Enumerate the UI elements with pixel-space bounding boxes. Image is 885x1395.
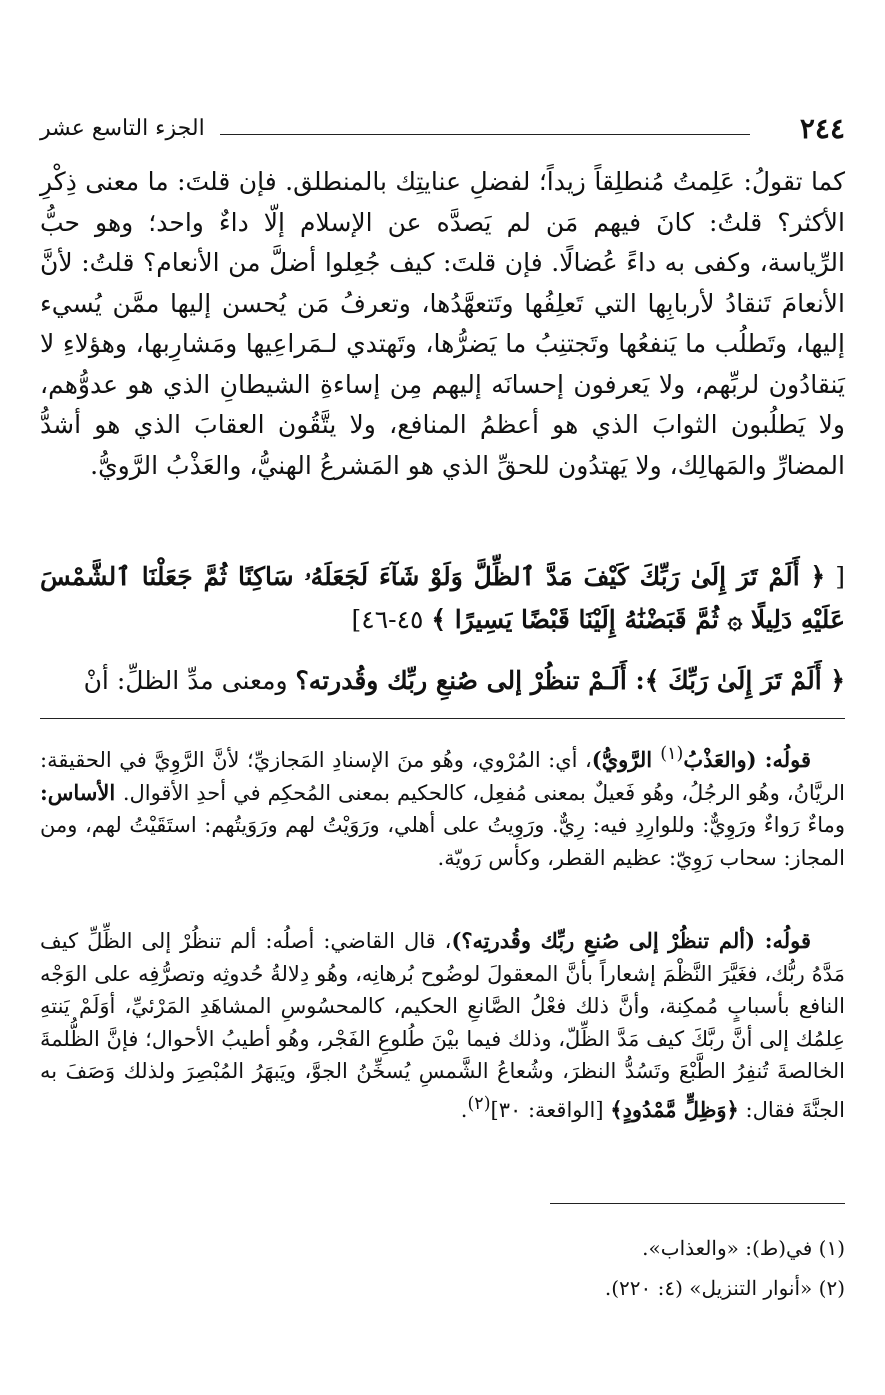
gloss-1-term: الرَّويُّ) [591, 747, 661, 772]
main-text [40, 162, 845, 486]
verse-reference: ٤٥-٤٦] [351, 605, 424, 634]
footnote-separator [550, 1203, 845, 1204]
gloss-2-quran: ﴿وَظِلٍّ مَّمْدُودٍ﴾ [610, 1096, 739, 1122]
commentary-rest: ومعنى مدِّ الظلِّ: أنْ [83, 666, 296, 695]
gloss-2-lead: قولُه: (ألم تنظُرْ إلى صُنعِ ربِّك وقُدرتِه؟) [451, 928, 811, 953]
gloss-2-ref: [الواقعة: ٣٠] [490, 1097, 611, 1122]
gloss-1-body: ، أي: المُرْوي، وهُو منَ الإسنادِ المَجازيِّ؛ لأنَّ الرَّوِيَّ في الحقيقة: الريَّانُ، وهُو الرجُلُ، وهُو فَعيلٌ بمعنى مُفعِل، كالحكيم بمعنى المُحكِم في أحدِ الأقوال. [40, 748, 845, 805]
gloss-1-footnote-ref: (١) [660, 744, 684, 764]
quran-verse-block [40, 555, 845, 641]
footnotes [40, 1228, 845, 1308]
gloss-paragraph-2 [40, 925, 845, 1126]
gloss-2-end: . [460, 1097, 468, 1122]
running-title: الجزء التاسع عشر [40, 116, 205, 141]
header-rule [220, 134, 750, 135]
gloss-paragraph-1 [40, 738, 845, 874]
page-header [40, 108, 845, 148]
gloss-1-body-2: وماءٌ رَواءٌ ورَوِيٌّ: وللوارِدِ فيه: رِيٌّ. ورَوِيتُ على أهلي، ورَوَيْتُ لهم ورَوَيتُهم: استَقَيْتُ لهم، ومن المجاز: سحاب رَوِيّ: عظيم القطر، وكأس رَويّة. [40, 813, 845, 870]
gloss-2-footnote-ref: (٢) [467, 1093, 491, 1114]
footnote-2: (٢) «أنوار التنزيل» (٤: ٢٢٠). [604, 1276, 845, 1300]
gloss-2-body: ، قال القاضي: أصلُه: ألم تنظُرْ إلى الظِّلِّ كيف مَدَّهُ ربُّك، فغَيَّرَ النَّظْمَ إشعاراً بأنَّ المعقولَ لوضُوح بُرهانِه، وهُو دِلالةُ حُدوثِه وتصرُّفِه على الوَجْه النافع بأسبابٍ مُمكِنة، وأنَّ ذلك فعْلُ الصَّانعِ الحكيم، كالمحسُوسِ المشاهَدِ المَرْئيِّ، أوَلَمْ يَنتهِ عِلمُك إلى أنَّ ربَّكَ كيف مَدَّ الظِّلّ، وذلك فيما بيْنَ طُلوعِ الفَجْر، وهُو أطيبُ الأحوال؛ فإنَّ الظُّلمةَ الخالصةَ تُنفِرُ الطَّبْعَ وتَسُدُّ النظرَ، وشُعاعُ الشَّمسِ يُسخِّنُ الجوَّ، ويَبهَرُ المُبْصِرَ ولذلك وَصَفَ به الجنَّةَ فقال: [40, 929, 845, 1122]
commentary-quote: ﴿ أَلَمْ تَرَ إِلَىٰ رَبِّكَ ﴾: أَلَـمْ تنظُرْ إلى صُنعِ ربِّك وقُدرته؟ [295, 666, 845, 695]
gloss-1-lead: قولُه: (والعَذْبُ [683, 747, 811, 772]
notes-separator [40, 718, 845, 719]
commentary-line [40, 660, 845, 702]
page-number: ٢٤٤ [799, 112, 845, 145]
main-paragraph: كما تقولُ: عَلِمتُ مُنطلِقاً زيداً؛ لفضلِ عنايتِك بالمنطلق. فإن قلتَ: ما معنى ذِكْرِ الأكثر؟ قلتُ: كانَ فيهم مَن لم يَصدَّه عن الإسلام إلّا داءٌ واحد؛ وهو حبُّ الرِّياسة، وكفى به داءً عُضالًا. فإن قلتَ: كيف جُعِلوا أضلَّ من الأنعام؟ قلتُ: لأنَّ الأنعامَ تَنقادُ لأربابِها التي تَعلِفُها وتَتعهَّدُها، وتعرفُ مَن يُحسن إليها ممَّن يُسيء إليها، وتَطلُب ما يَنفعُها وتَجتنِبُ ما يَضرُّها، وتَهتدي لـمَراعِيها ومَشارِبها، وهؤلاءِ لا يَنقادُون لربِّهم، ولا يَعرفون إحسانَه إليهم مِن إساءةِ الشيطانِ الذي هو عدوُّهم، ولا يَطلُبون الثوابَ الذي هو أعظمُ المنافع، ولا يتَّقُون العقابَ الذي هو أشدُّ المضارِّ والمَهالِك، ولا يَهتدُون للحقِّ الذي هو المَشرعُ الهنيُّ، والعَذْبُ الرَّويُّ. [40, 167, 845, 480]
gloss-1-source: الأساس: [40, 779, 123, 805]
quran-verse: ﴿ أَلَمْ تَرَ إِلَىٰ رَبِّكَ كَيْفَ مَدَّ ٱلظِّلَّ وَلَوْ شَآءَ لَجَعَلَهُۥ سَاكِنًا ثُمَّ جَعَلْنَا ٱلشَّمْسَ عَلَيْهِ دَلِيلًا ۞ ثُمَّ قَبَضْنَٰهُ إِلَيْنَا قَبْضًا يَسِيرًا ﴾ [40, 562, 845, 634]
verse-open-bracket: [ [835, 562, 845, 591]
footnote-1: (١) في(ط): «والعذاب». [642, 1236, 845, 1260]
